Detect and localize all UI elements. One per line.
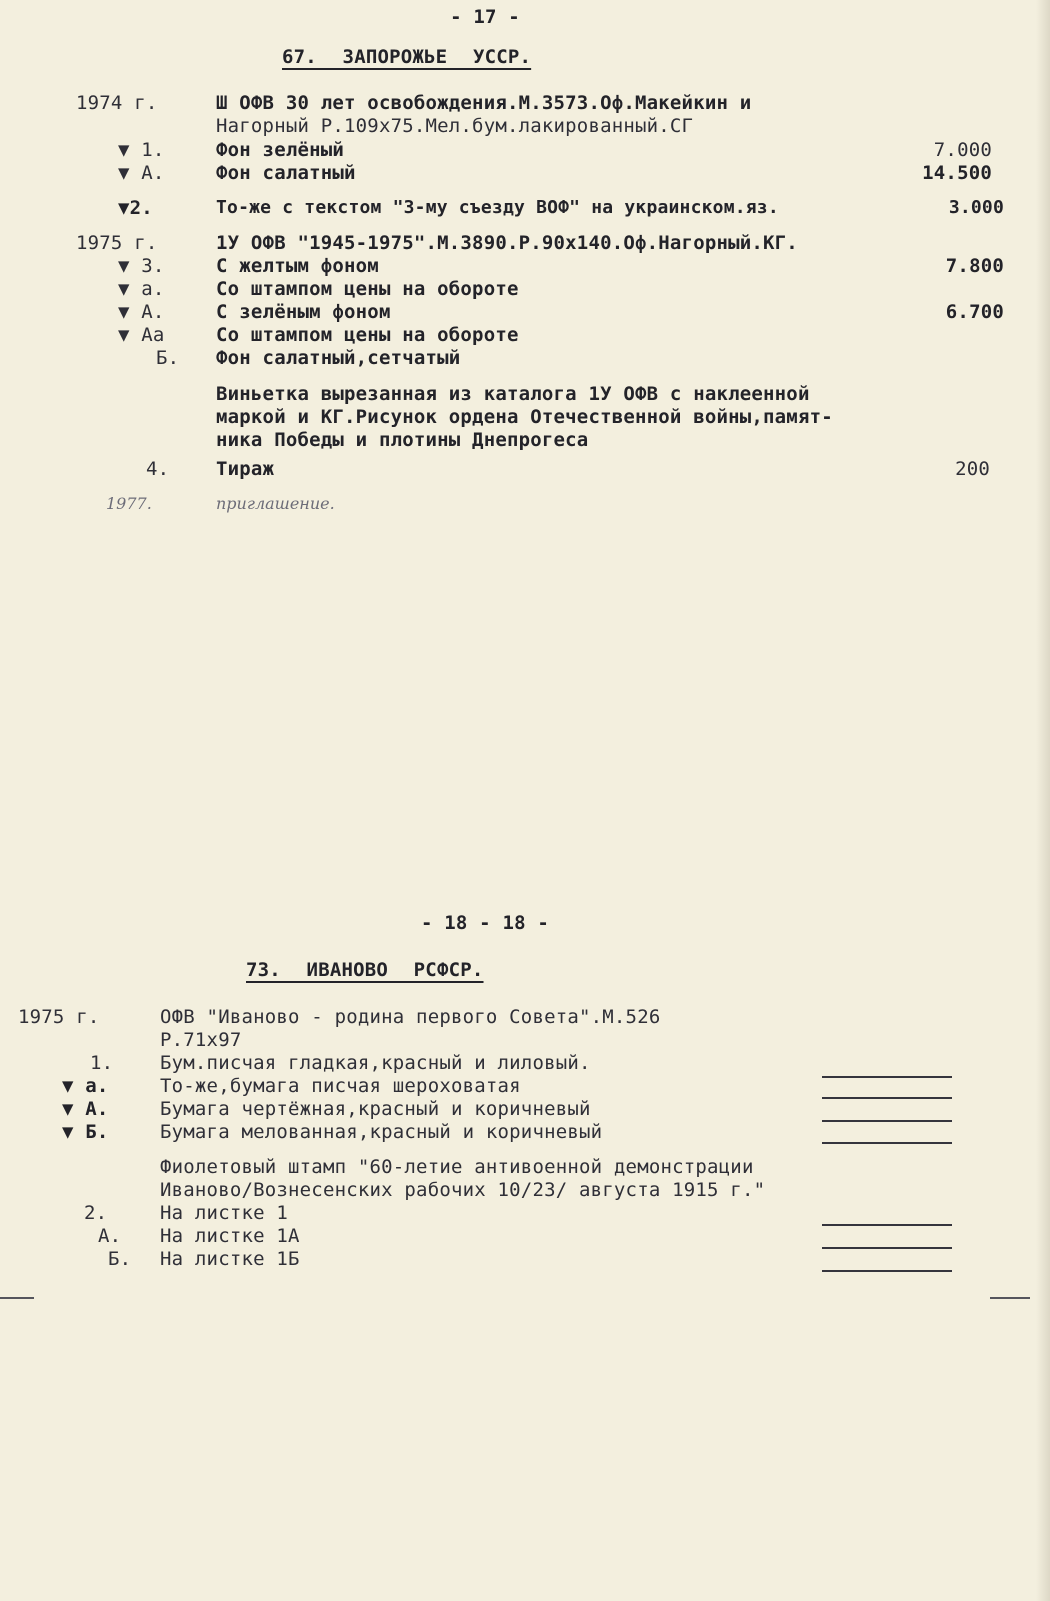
entry-number: ▼ А. — [118, 301, 165, 323]
price-dash — [822, 1120, 952, 1122]
description-line: маркой и КГ.Рисунок ордена Отечественной войны,памят- — [216, 406, 833, 428]
price-dash — [822, 1247, 952, 1249]
entry-text: Фон салатный — [216, 162, 356, 184]
entry-text: Бум.писчая гладкая,красный и лиловый. — [160, 1052, 591, 1074]
entry-text: С желтым фоном — [216, 255, 379, 277]
entry-year-label: 1975 г. — [76, 232, 158, 254]
entry-number: 2. — [84, 1202, 108, 1224]
description-line: ника Победы и плотины Днепрогеса — [216, 429, 589, 451]
price-dash — [822, 1224, 952, 1226]
entry-price: 3.000 — [948, 197, 1004, 218]
entry-text: На листке 1 — [160, 1202, 289, 1224]
entry-text: Р.71х97 — [160, 1029, 242, 1051]
entry-number: ▼ Аа — [118, 324, 165, 346]
entry-number: 1. — [90, 1052, 114, 1074]
entry-number: 4. — [146, 458, 170, 480]
handwritten-note: приглашение. — [216, 494, 335, 513]
entry-year-label: 1975 г. — [18, 1006, 100, 1028]
entry-number: ▼ Б. — [62, 1121, 109, 1143]
entry-price: 7.800 — [945, 255, 1004, 277]
entry-text: Нагорный Р.109х75.Мел.бум.лакированный.СГ — [216, 115, 694, 137]
entry-number: ▼ 3. — [118, 255, 165, 277]
entry-price: 14.500 — [922, 162, 992, 184]
entry-number: ▼ а. — [62, 1075, 109, 1097]
entry-text: 1У ОФВ "1945-1975".М.3890.Р.90х140.Оф.Нагорный.КГ. — [216, 232, 798, 254]
handwritten-year: 1977. — [106, 494, 152, 513]
cut-line-left — [0, 1297, 34, 1299]
entry-number: ▼ А. — [118, 162, 165, 184]
entry-text: Бумага мелованная,красный и коричневый — [160, 1121, 603, 1143]
entry-text: То-же с текстом "3-му съезду ВОФ" на украинском.яз. — [216, 197, 779, 218]
price-dash — [822, 1076, 952, 1078]
entry-text: На листке 1Б — [160, 1248, 300, 1270]
price-dash — [822, 1142, 952, 1144]
entry-number: ▼ 1. — [118, 139, 165, 161]
page-edge-shadow — [1036, 0, 1050, 1601]
entry-price: 6.700 — [945, 301, 1004, 323]
entry-number: ▼ а. — [118, 278, 165, 300]
entry-number: ▼2. — [118, 197, 153, 219]
page-number-top: - 17 - — [450, 6, 520, 28]
entry-text: Тираж — [216, 458, 275, 480]
section-heading-zaporozhye: 67. ЗАПОРОЖЬЕ УССР. — [282, 46, 532, 68]
entry-text: Со штампом цены на обороте — [216, 324, 519, 346]
page-number-mid: - 18 - 18 - — [420, 912, 550, 934]
price-dash — [822, 1270, 952, 1272]
description-line: Виньетка вырезанная из каталога 1У ОФВ с наклеенной — [216, 383, 810, 405]
entry-text: То-же,бумага писчая шероховатая — [160, 1075, 521, 1097]
stamp-description: Фиолетовый штамп "60-летие антивоенной демонстрации — [160, 1156, 754, 1178]
section-heading-ivanovo: 73. ИВАНОВО РСФСР. — [246, 959, 484, 981]
entry-text: С зелёным фоном — [216, 301, 391, 323]
entry-number: Б. — [156, 347, 180, 369]
stamp-description: Иваново/Вознесенских рабочих 10/23/ августа 1915 г." — [160, 1179, 766, 1201]
entry-text: Фон зелёный — [216, 139, 345, 161]
entry-text: ОФВ "Иваново - родина первого Совета".М.526 — [160, 1006, 661, 1028]
entry-number: Б. — [108, 1248, 132, 1270]
entry-price: 7.000 — [933, 139, 992, 161]
entry-text: Фон салатный,сетчатый — [216, 347, 461, 369]
cut-line-right — [990, 1297, 1030, 1299]
entry-text: Бумага чертёжная,красный и коричневый — [160, 1098, 591, 1120]
entry-year-label: 1974 г. — [76, 92, 158, 114]
entry-price: 200 — [955, 458, 990, 480]
entry-text: На листке 1А — [160, 1225, 300, 1247]
entry-text: Со штампом цены на обороте — [216, 278, 519, 300]
entry-text: Ш ОФВ 30 лет освобождения.М.3573.Оф.Макейкин и — [216, 92, 752, 114]
price-dash — [822, 1097, 952, 1099]
entry-number: А. — [98, 1225, 122, 1247]
entry-number: ▼ А. — [62, 1098, 109, 1120]
